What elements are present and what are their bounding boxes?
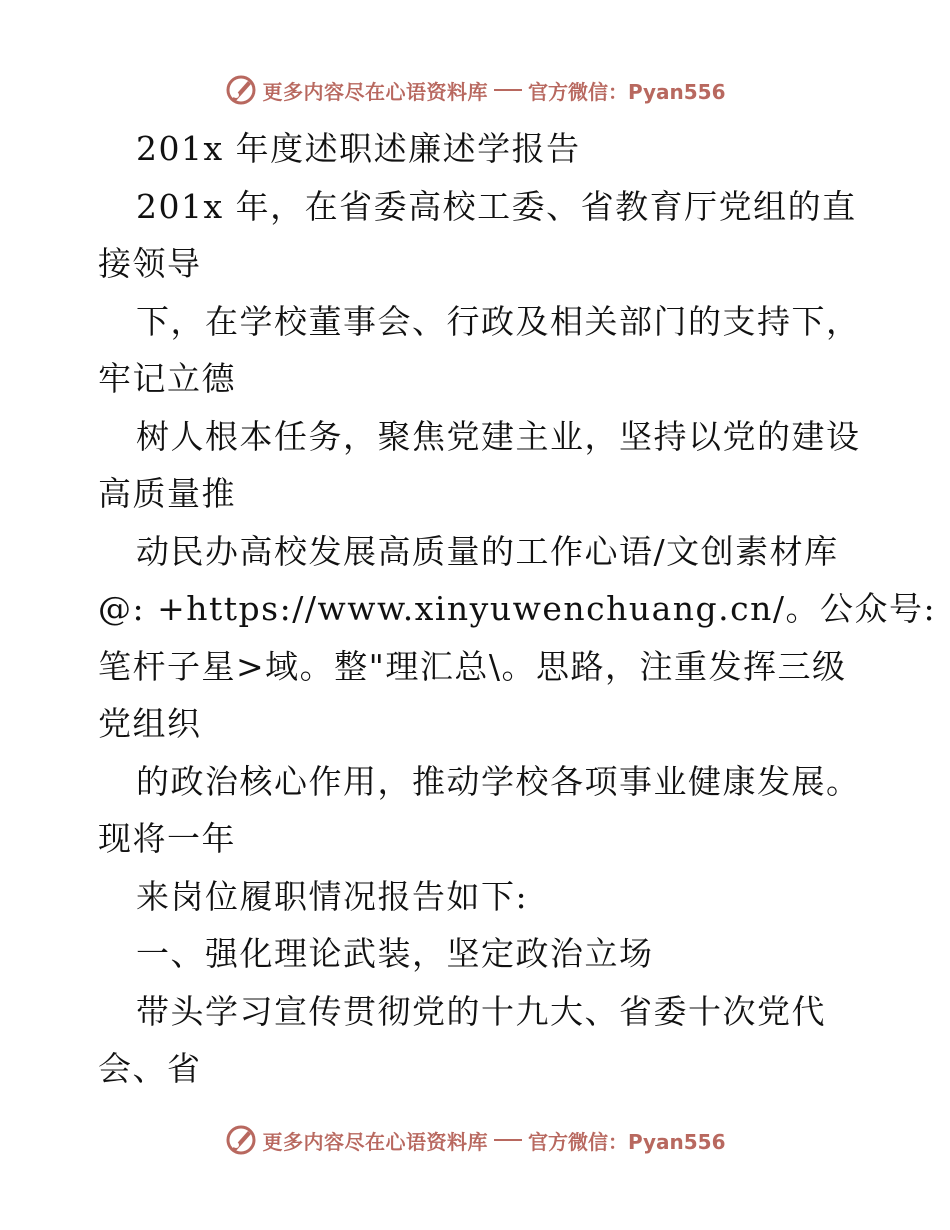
document-line: 来岗位履职情况报告如下: <box>136 876 529 916</box>
document-line: @: +https://www.xinyuwenchuang.cn/。公众号: <box>98 589 937 628</box>
document-body <box>98 120 937 1098</box>
banner-divider <box>494 1139 522 1141</box>
banner-main-text: 更多内容尽在心语资料库 <box>262 1129 488 1154</box>
document-line: 接领导 <box>98 244 202 283</box>
header-banner[interactable] <box>0 70 950 110</box>
document-line: 树人根本任务，聚焦党建主业，坚持以党的建设 <box>136 416 861 456</box>
document-line: 201x 年度述职述廉述学报告 <box>136 129 581 168</box>
document-line: 一、强化理论武装，坚定政治立场 <box>136 934 654 973</box>
document-line: 牢记立德 <box>98 359 236 398</box>
document-line: 会、省 <box>98 1049 202 1088</box>
document-line: 动民办高校发展高质量的工作心语/文创素材库 <box>136 531 839 571</box>
footer-banner[interactable] <box>0 1120 950 1160</box>
banner-contact-text: 官方微信：Pyan556 <box>527 79 726 104</box>
banner-divider <box>494 89 522 91</box>
document-line: 的政治核心作用，推动学校各项事业健康发展。 <box>136 761 861 801</box>
document-line: 下，在学校董事会、行政及相关部门的支持下， <box>136 301 861 341</box>
banner-main-text: 更多内容尽在心语资料库 <box>262 79 488 104</box>
document-line: 201x 年，在省委高校工委、省教育厅党组的直 <box>136 186 857 226</box>
banner-contact-text: 官方微信：Pyan556 <box>527 1129 726 1154</box>
document-line: 现将一年 <box>98 819 236 858</box>
document-line: 党组织 <box>98 704 202 743</box>
document-line: 笔杆子星>域。整"理汇总\。思路，注重发挥三级 <box>98 646 847 686</box>
quill-pen-logo-icon <box>224 1123 258 1157</box>
quill-pen-logo-icon <box>224 73 258 107</box>
document-line: 高质量推 <box>98 474 236 513</box>
document-line: 带头学习宣传贯彻党的十九大、省委十次党代 <box>136 991 826 1031</box>
